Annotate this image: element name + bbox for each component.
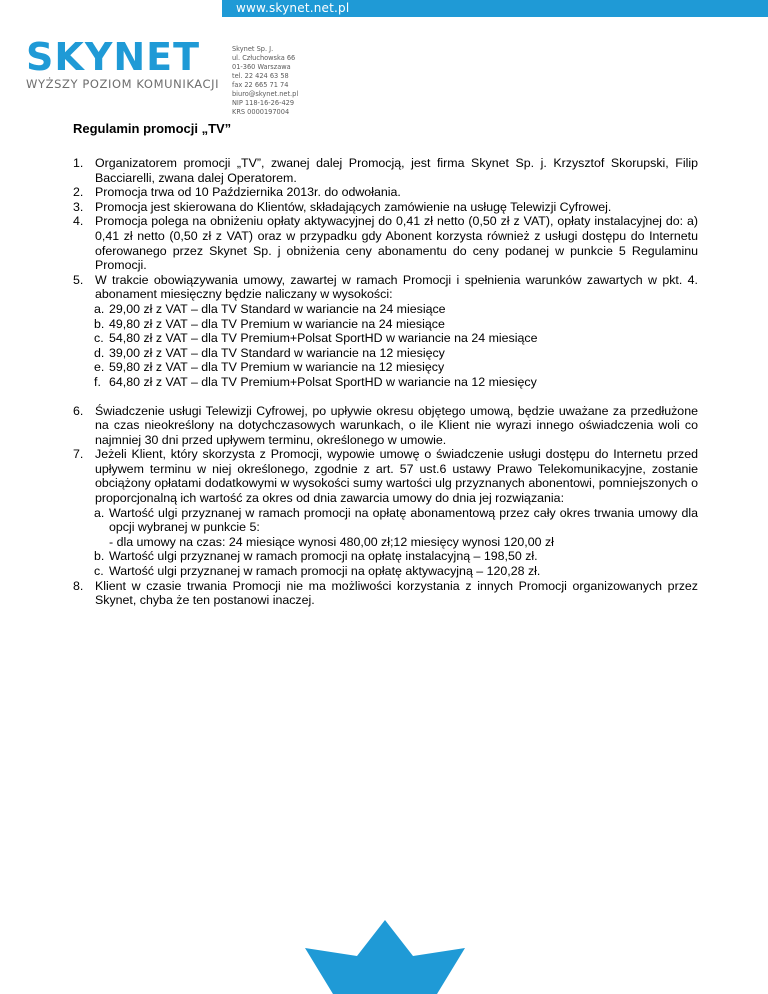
- company-email: biuro@skynet.net.pl: [232, 90, 299, 98]
- rule-number: 5.: [73, 272, 84, 287]
- fee-item-c: [73, 564, 698, 579]
- sub-letter: f.: [94, 374, 101, 389]
- price-item-e: [73, 360, 698, 375]
- rule-text: Świadczenie usługi Telewizji Cyfrowej, po upływie okresu objętego umową, będzie uważane za przedłużone na czas nieokreślony na dotychczasowych warunkach, o ile Klient nie wyrazi innego oświadczenia woli co najmniej 30 dni przed upływem terminu, określonego w umowie.: [95, 403, 698, 447]
- rules-list: [73, 156, 698, 608]
- rule-text: W trakcie obowiązywania umowy, zawartej w ramach Promocji i spełnienia warunków zawartych w pkt. 4. abonament miesięczny będzie naliczany w wysokości:: [95, 272, 698, 302]
- company-fax: fax 22 665 71 74: [232, 81, 289, 89]
- logo-tagline: WYŻSZY POZIOM KOMUNIKACJI: [26, 77, 220, 91]
- fee-item-b: [73, 549, 698, 564]
- sub-text: 29,00 zł z VAT – dla TV Standard w wariancie na 24 miesiące: [109, 301, 446, 316]
- sub-text: 49,80 zł z VAT – dla TV Premium w wariancie na 24 miesiące: [109, 316, 445, 331]
- rule-item-3: [73, 200, 698, 215]
- price-item-c: [73, 331, 698, 346]
- rule-text: Jeżeli Klient, który skorzysta z Promocji, wypowie umowę o świadczenie usługi dostępu do Internetu przed upływem terminu w niej określonego, zgodnie z art. 57 ust.6 ustawy Prawo Telekomunikacyjne, zostanie obciążony opłatami dodatkowymi w wysokości sumy wartości ulg przyznanych abonentowi, pomniejszonych o proporcjonalną ich wartość za okres od dnia zawarcia umowy do dnia jej rozwiązania:: [95, 447, 698, 506]
- rule-number: 7.: [73, 447, 84, 462]
- sub-text: Wartość ulgi przyznanej w ramach promocji na opłatę instalacyjną – 198,50 zł.: [109, 549, 538, 564]
- rule-item-5: [73, 273, 698, 302]
- sub-letter: a.: [94, 301, 105, 316]
- price-item-a: [73, 302, 698, 317]
- sub-letter: b.: [94, 316, 105, 331]
- company-krs: KRS 0000197004: [232, 108, 290, 116]
- document-title: Regulamin promocji „TV”: [73, 121, 232, 136]
- sub-letter: c.: [94, 331, 104, 346]
- fee-item-a: [73, 506, 698, 535]
- skynet-logo: [26, 35, 220, 91]
- rule-text: Klient w czasie trwania Promocji nie ma możliwości korzystania z innych Promocji organizowanych przez Skynet, chyba że ten postanowi inaczej.: [95, 578, 698, 608]
- company-phone: tel. 22 424 63 58: [232, 72, 289, 80]
- paper-boat-icon: [305, 920, 465, 994]
- company-info: [232, 45, 298, 117]
- website-banner: [222, 0, 768, 17]
- rule-item-8: [73, 579, 698, 608]
- rule-item-2: [73, 185, 698, 200]
- rule-number: 8.: [73, 578, 84, 593]
- company-nip: NIP 118-16-26-429: [232, 99, 295, 107]
- rule-item-1: [73, 156, 698, 185]
- price-item-d: [73, 346, 698, 361]
- price-item-b: [73, 317, 698, 332]
- spacer: [73, 390, 698, 404]
- website-url[interactable]: www.skynet.net.pl: [236, 1, 350, 15]
- rule-text: Promocja trwa od 10 Października 2013r. do odwołania.: [95, 185, 401, 200]
- sub-text: 64,80 zł z VAT – dla TV Premium+Polsat SportHD w wariancie na 12 miesięcy: [109, 374, 537, 389]
- sub-letter: b.: [94, 549, 105, 564]
- price-item-f: [73, 375, 698, 390]
- rule-item-4: [73, 214, 698, 272]
- rule-number: 6.: [73, 403, 84, 418]
- sub-text: Wartość ulgi przyznanej w ramach promocji na opłatę abonamentową przez cały okres trwania umowy dla opcji wybranej w punkcie 5:: [109, 505, 698, 535]
- rule-item-6: [73, 404, 698, 448]
- company-city: 01-360 Warszawa: [232, 63, 291, 71]
- rule-number: 1.: [73, 156, 84, 170]
- sub-letter: c.: [94, 564, 104, 579]
- logo-wordmark: SKYNET: [26, 35, 201, 79]
- sub-letter: d.: [94, 345, 105, 360]
- sub-text: 59,80 zł z VAT – dla TV Premium w wariancie na 12 miesięcy: [109, 360, 445, 375]
- fee-item-a-note: - dla umowy na czas: 24 miesiące wynosi 480,00 zł;12 miesięcy wynosi 120,00 zł: [109, 534, 554, 549]
- rule-number: 4.: [73, 214, 84, 229]
- rule-text: Promocja polega na obniżeniu opłaty aktywacyjnej do 0,41 zł netto (0,50 zł z VAT), opłaty instalacyjnej do: a) 0,41 zł netto (0,50 zł z VAT) oraz w przypadku gdy Abonent korzysta również z usługi dostępu do Internetu oferowanego przez Skynet Sp. j obniżenia ceny abonamentu do ceny podanej w punkcie 5 Regulaminu Promocji.: [95, 214, 698, 273]
- rule-item-7: [73, 447, 698, 505]
- rule-text: Promocja jest skierowana do Klientów, składających zamówienie na usługę Telewizji Cyfrowej.: [95, 199, 612, 214]
- sub-text: 39,00 zł z VAT – dla TV Standard w wariancie na 12 miesięcy: [109, 345, 445, 360]
- sub-text: 54,80 zł z VAT – dla TV Premium+Polsat SportHD w wariancie na 24 miesiące: [109, 331, 538, 346]
- rule-text: Organizatorem promocji „TV”, zwanej dalej Promocją, jest firma Skynet Sp. j. Krzysztof Skorupski, Filip Bacciarelli, zwana dalej Operatorem.: [95, 156, 698, 185]
- sub-text: Wartość ulgi przyznanej w ramach promocji na opłatę aktywacyjną – 120,28 zł.: [109, 564, 541, 579]
- document-body: [73, 156, 698, 608]
- sub-letter: e.: [94, 360, 105, 375]
- company-name: Skynet Sp. J.: [232, 45, 274, 53]
- sub-letter: a.: [94, 505, 105, 520]
- company-street: ul. Człuchowska 66: [232, 54, 296, 62]
- rule-number: 2.: [73, 185, 84, 200]
- rule-number: 3.: [73, 199, 84, 214]
